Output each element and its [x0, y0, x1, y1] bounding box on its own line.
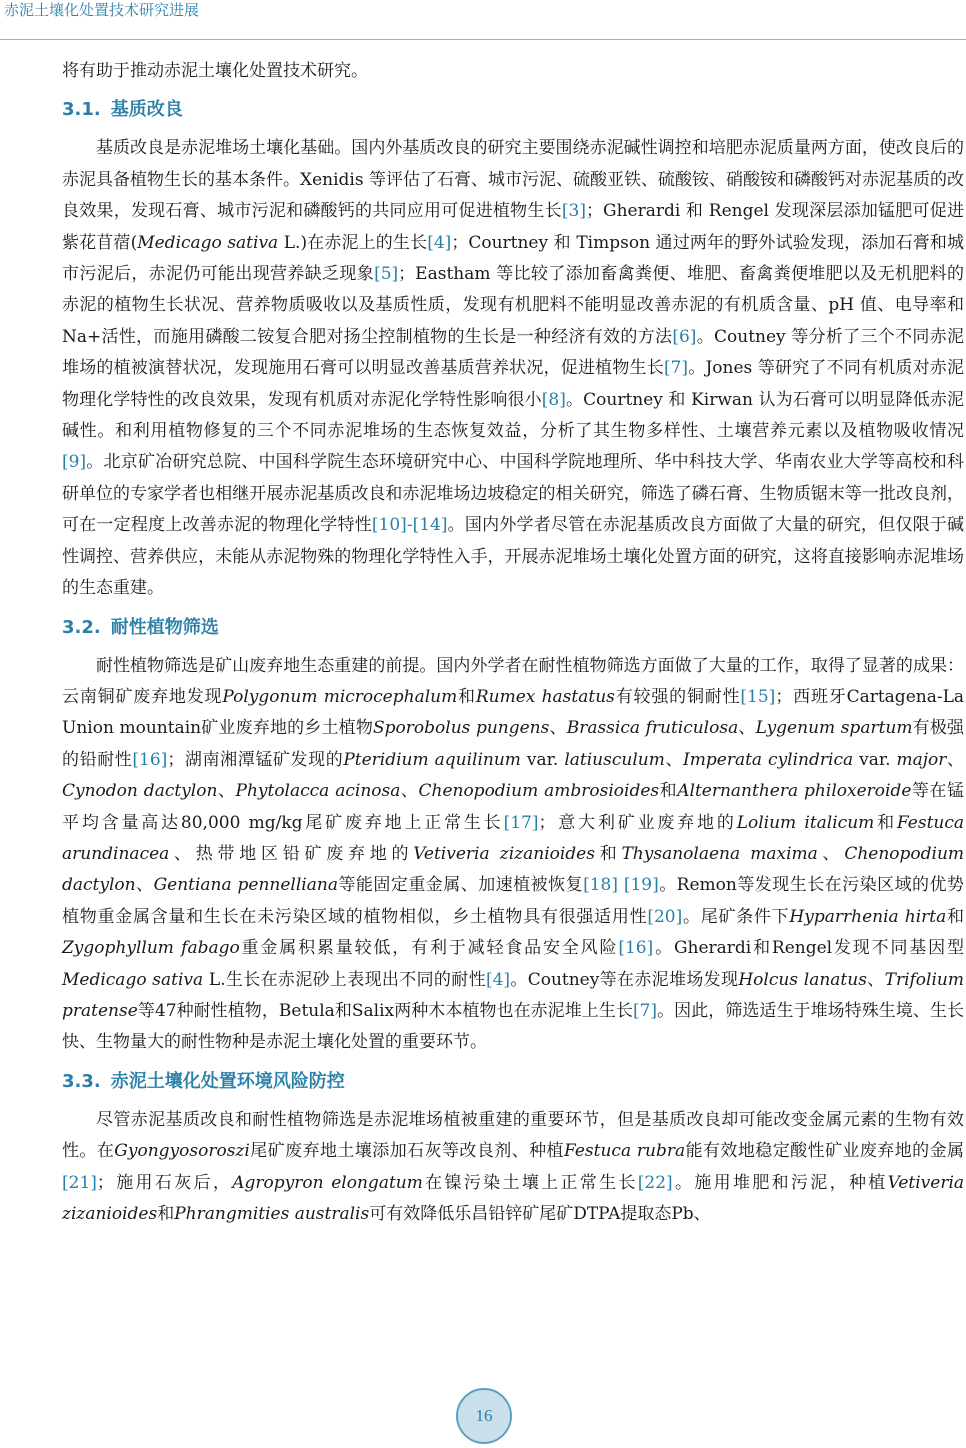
species-name: Gyongyosoroszi	[114, 1141, 250, 1162]
species-name: Lygenum spartum	[755, 718, 913, 739]
paragraph-risk-control: 尽管赤泥基质改良和耐性植物筛选是赤泥堆场植被重建的重要环节，但是基质改良却可能改变金属元素的生物有效性。在Gyongyosoroszi尾矿废弃地土壤添加石灰等改良剂、种植Festuca rubra能有效地稳定酸性矿业废弃地的金属[21]；施用石灰后，Agropyron elongatum在镍污染土壤上正常生长[22]。施用堆肥和污泥，种植Vetiveria zizanioides和Phrangmities australis可有效降低乐昌铅锌矿尾矿DTPA提取态Pb、	[62, 1109, 965, 1224]
species-name: Phrangmities australis	[174, 1204, 370, 1224]
species-name: major	[896, 749, 947, 770]
citation-link[interactable]: [16]	[132, 749, 168, 770]
citation-link[interactable]: [6]	[672, 326, 697, 347]
species-name: latiusculum	[564, 749, 665, 770]
species-name: Cynodon dactylon	[62, 781, 218, 802]
citation-link[interactable]: [7]	[632, 1000, 658, 1021]
citation-link[interactable]: [20]	[647, 906, 683, 927]
citation-link[interactable]: [16]	[618, 938, 654, 959]
species-name: Holcus lanatus	[738, 969, 867, 990]
article-body	[62, 56, 964, 1230]
species-name: Brassica fruticulosa	[566, 718, 739, 739]
species-name: Zygophyllum fabago	[62, 938, 240, 959]
species-name: Vetiveria zizanioides	[413, 843, 595, 864]
citation-link[interactable]: [18] [19]	[583, 875, 659, 896]
species-name: Festuca rubra	[564, 1141, 686, 1162]
citation-link[interactable]: [8]	[541, 389, 566, 410]
lead-paragraph: 将有助于推动赤泥土壤化处置技术研究。	[62, 61, 368, 81]
citation-link[interactable]: [7]	[663, 358, 689, 379]
section-title: 基质改良	[110, 99, 183, 121]
species-name: Sporobolus pungens	[373, 718, 550, 739]
citation-link[interactable]: [3]	[561, 201, 586, 222]
paragraph-substrate-improvement: 基质改良是赤泥堆场土壤化基础。国内外基质改良的研究主要围绕赤泥碱性调控和培肥赤泥质量两方面，使改良后的赤泥具备植物生长的基本条件。Xenidis 等评估了石膏、城市污泥、硫酸亚铁、硫酸铵、硝酸铵和磷酸钙对赤泥基质的改良效果，发现石膏、城市污泥和磷酸钙的共同应用可促进植物生长[3]；Gherardi 和 Rengel 发现深层添加锰肥可促进紫花苜蓿(Medicago sativa L.)在赤泥上的生长[4]；Courtney 和 Timpson 通过两年的野外试验发现，添加石膏和城市污泥后，赤泥仍可能出现营养缺乏现象[5]；Eastham 等比较了添加畜禽粪便、堆肥、畜禽粪便堆肥以及无机肥料的赤泥的植物生长状况、营养物质吸收以及基质性质，发现有机肥料不能明显改善赤泥的有机质含量、pH 值、电导率和 Na+活性，而施用磷酸二铵复合肥对扬尘控制植物的生长是一种经济有效的方法[6]。Coutney 等分析了三个不同赤泥堆场的植被演替状况，发现施用石膏可以明显改善基质营养状况，促进植物生长[7]。Jones 等研究了不同有机质对赤泥物理化学特性的改良效果，发现有机质对赤泥化学特性影响很小[8]。Courtney 和 Kirwan 认为石膏可以明显降低赤泥碱性。和利用植物修复的三个不同赤泥堆场的生态恢复效益，分析了其生物多样性、土壤营养元素以及植物吸收情况[9]。北京矿冶研究总院、中国科学院生态环境研究中心、中国科学院地理所、华中科技大学、华南农业大学等高校和科研单位的专家学者也相继开展赤泥基质改良和赤泥堆场边坡稳定的相关研究，筛选了磷石膏、生物质锯末等一批改良剂，可在一定程度上改善赤泥的物理化学特性[10]-[14]。国内外学者尽管在赤泥基质改良方面做了大量的研究，但仅限于碱性调控、营养供应，未能从赤泥物殊的物理化学特性入手，开展赤泥堆场土壤化处置方面的研究，这将直接影响赤泥堆场的生态重建。	[62, 138, 965, 599]
species-name: Medicago sativa	[137, 232, 279, 253]
section-number: 3.2.	[62, 616, 101, 638]
page-number-badge: 16	[456, 1388, 512, 1444]
citation-link[interactable]: [22]	[637, 1172, 673, 1193]
citation-link[interactable]: [17]	[503, 812, 539, 833]
header-rule	[0, 39, 966, 40]
species-name: Pteridium aquilinum	[343, 749, 521, 770]
species-name: Vetiveria zizanioides	[62, 1172, 965, 1224]
citation-link[interactable]: [4]	[427, 232, 452, 253]
species-name: Trifolium pratense	[62, 969, 964, 1021]
section-title: 赤泥土壤化处置环境风险防控	[110, 1070, 345, 1092]
citation-link[interactable]: [21]	[62, 1172, 97, 1193]
species-name: Imperata cylindrica	[683, 749, 854, 770]
species-name: Rumex hastatus	[475, 686, 615, 707]
species-name: Agropyron elongatum	[232, 1172, 423, 1193]
citation-link[interactable]: [4]	[485, 969, 511, 990]
paragraph-tolerant-plants: 耐性植物筛选是矿山废弃地生态重建的前提。国内外学者在耐性植物筛选方面做了大量的工作，取得了显著的成果：云南铜矿废弃地发现Polygonum microcephalum和Rumex hastatus有较强的铜耐性[15]；西班牙Cartagena-La Union mountain矿业废弃地的乡土植物Sporobolus pungens、Brassica fruticulosa、Lygenum spartum有极强的铅耐性[16]；湖南湘潭锰矿发现的Pteridium aquilinum var. latiusculum、Imperata cylindrica var. major、Cynodon dactylon、Phytolacca acinosa、Chenopodium ambrosioides和Alternanthera philoxeroide等在锰平均含量高达80,000 mg/kg尾矿废弃地上正常生长[17]；意大利矿业废弃地的Lolium italicum和Festuca arundinacea、热带地区铅矿废弃地的Vetiveria zizanioides和Thysanolaena maxima、Chenopodium dactylon、Gentiana pennelliana等能固定重金属、加速植被恢复[18] [19]。Remon等发现生长在污染区域的优势植物重金属含量和生长在未污染区域的植物相似，乡土植物具有很强适用性[20]。尾矿条件下Hyparrhenia hirta和Zygophyllum fabago重金属积累量较低，有利于减轻食品安全风险[16]。Gherardi和Rengel发现不同基因型Medicago sativa L.生长在赤泥砂上表现出不同的耐性[4]。Coutney等在赤泥堆场发现Holcus lanatus、Trifolium pratense等47种耐性植物，Betula和Salix两种木本植物也在赤泥堆上生长[7]。因此，筛选适生于堆场特殊生境、生长快、生物量大的耐性物种是赤泥土壤化处置的重要环节。	[62, 655, 965, 1053]
species-name: Phytolacca acinosa	[235, 781, 401, 802]
section-number: 3.3.	[62, 1070, 101, 1092]
species-name: Chenopodium dactylon	[62, 843, 965, 896]
citation-link[interactable]: [5]	[374, 264, 399, 285]
species-name: Alternanthera philoxeroide	[677, 781, 912, 802]
species-name: Polygonum microcephalum	[222, 686, 458, 707]
species-name: Hyparrhenia hirta	[789, 906, 947, 927]
species-name: Medicago sativa	[62, 969, 204, 990]
section-heading-3-3	[62, 1067, 964, 1097]
section-heading-3-1	[62, 95, 964, 125]
running-header: 赤泥土壤化处置技术研究进展	[4, 1, 200, 19]
species-name: Festuca arundinacea	[62, 812, 965, 864]
citation-link[interactable]: [10]-[14]	[371, 515, 448, 536]
species-name: Chenopodium ambrosioides	[418, 781, 660, 802]
species-name: Lolium italicum	[736, 812, 875, 833]
section-title: 耐性植物筛选	[110, 616, 219, 638]
species-name: Gentiana pennelliana	[153, 875, 338, 896]
section-heading-3-2	[62, 613, 964, 643]
section-number: 3.1.	[62, 99, 101, 121]
species-name: Thysanolaena maxima	[621, 843, 818, 864]
citation-link[interactable]: [15]	[740, 686, 776, 707]
citation-link[interactable]: [9]	[62, 452, 87, 473]
